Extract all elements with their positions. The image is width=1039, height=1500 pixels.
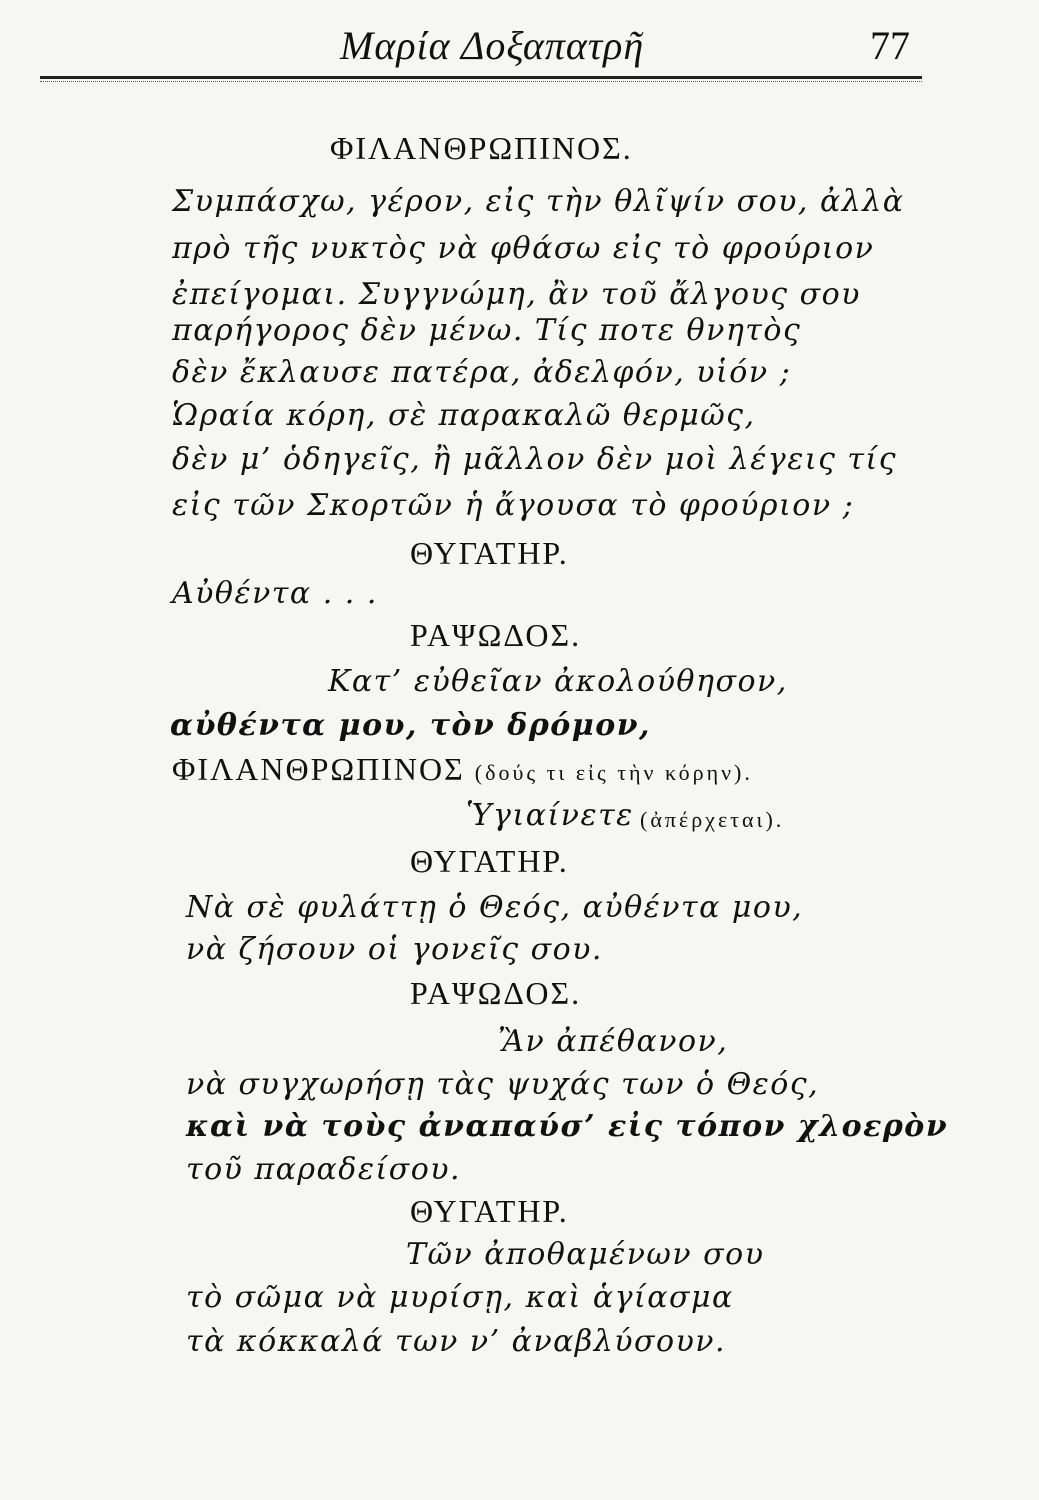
speaker-name: ΘΥΓΑΤΗΡ. [410, 535, 569, 571]
verse-line: Συμπάσχω, γέρον, εἰς τὴν θλῖψίν σου, ἀλλὰ [172, 184, 905, 219]
verse-line: Ὑγιαίνετε [466, 798, 634, 833]
verse-line: Ὡραία κόρη, σὲ παρακαλῶ θερμῶς, [172, 398, 756, 433]
verse-line: δὲν ἔκλαυσε πατέρα, ἀδελφόν, υἱόν ; [172, 355, 792, 390]
page-number: 77 [870, 23, 910, 68]
verse-line: τὰ κόκκαλά των ν’ ἀναβλύσουν. [186, 1324, 727, 1359]
verse-line: καὶ νὰ τοὺς ἀναπαύσ’ εἰς τόπον χλοερὸν [186, 1109, 949, 1144]
verse-line: νὰ συγχωρήσῃ τὰς ψυχάς των ὁ Θεός, [186, 1067, 820, 1102]
verse-line: Κατ’ εὐθεῖαν ἀκολούθησον, [328, 664, 788, 699]
verse-line: νὰ ζήσουν οἱ γονεῖς σου. [186, 932, 603, 967]
verse-line: Αὐθέντα . . . [172, 576, 378, 611]
verse-line: εἰς τῶν Σκορτῶν ἡ ἄγουσα τὸ φρούριον ; [172, 488, 855, 523]
verse-line: ἐπείγομαι. Συγγνώμη, ἂν τοῦ ἄλγους σου [172, 277, 861, 312]
speaker-name: ΡΑΨΩΔΟΣ. [410, 975, 582, 1011]
header-rule [40, 76, 922, 79]
stage-direction: (δούς τι εἰς τὴν κόρην). [474, 760, 753, 785]
speaker-name: ΡΑΨΩΔΟΣ. [410, 617, 582, 653]
speaker-name: ΦΙΛΑΝΘΡΩΠΙΝΟΣ [172, 751, 465, 787]
verse-line: αὐθέντα μου, τὸν δρόμον, [170, 708, 652, 743]
header-rule-dotted [40, 81, 922, 82]
verse-line: τὸ σῶμα νὰ μυρίσῃ, καὶ ἁγίασμα [186, 1280, 734, 1315]
running-title: Μαρία Δοξαπατρῆ [340, 23, 645, 68]
speaker-name: ΘΥΓΑΤΗΡ. [410, 843, 569, 879]
stage-direction: (ἀπέρχεται). [640, 807, 785, 832]
verse-line: πρὸ τῆς νυκτὸς νὰ φθάσω εἰς τὸ φρούριον [172, 231, 875, 266]
verse-line: δὲν μ’ ὁδηγεῖς, ἢ μᾶλλον δὲν μοὶ λέγεις τίς [172, 442, 898, 477]
speaker-with-stage-direction [172, 751, 753, 788]
speaker-name: ΘΥΓΑΤΗΡ. [410, 1193, 569, 1229]
speaker-name: ΦΙΛΑΝΘΡΩΠΙΝΟΣ. [330, 130, 633, 166]
verse-line: τοῦ παραδείσου. [186, 1152, 462, 1187]
verse-line: Τῶν ἀποθαμένων σου [406, 1237, 765, 1272]
verse-line: Ἂν ἀπέθανον, [498, 1024, 729, 1059]
verse-line: Νὰ σὲ φυλάττῃ ὁ Θεός, αὐθέντα μου, [186, 890, 804, 925]
verse-line: παρήγορος δὲν μένω. Τίς ποτε θνητὸς [172, 313, 802, 348]
